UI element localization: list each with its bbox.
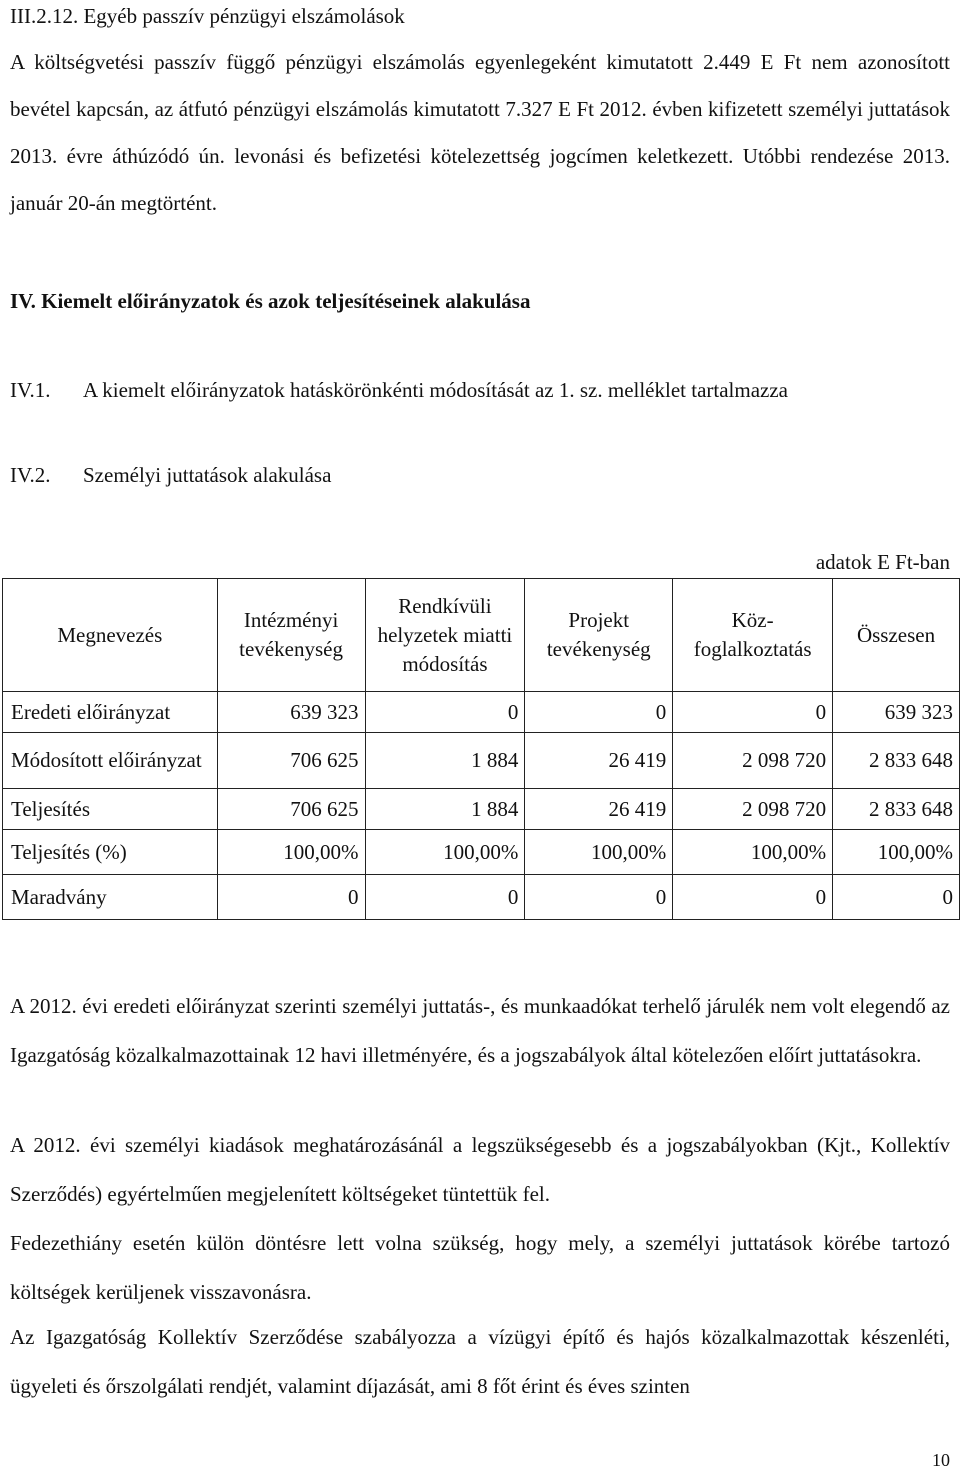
- table-header: Intézményi tevékenység: [217, 579, 365, 692]
- table-cell: 0: [673, 692, 833, 733]
- table-cell: 100,00%: [365, 830, 525, 875]
- table-cell: 0: [217, 875, 365, 920]
- table-cell: 2 098 720: [673, 789, 833, 830]
- body-paragraph: Fedezethiány esetén külön döntésre lett volna szükség, hogy mely, a személyi juttatások körébe tartozó költségek kerüljenek visszavonásra.: [10, 1231, 950, 1304]
- subsection-iv2: [10, 463, 331, 488]
- table-row: [3, 875, 960, 920]
- table-cell: 100,00%: [673, 830, 833, 875]
- subsection-number: IV.2.: [10, 463, 51, 487]
- table-row: [3, 692, 960, 733]
- section-paragraph: A költségvetési passzív függő pénzügyi elszámolás egyenlegeként kimutatott 2.449 E Ft nem azonosított bevétel kapcsán, az átfutó pénzügyi elszámolás kimutatott 7.327 E Ft 2012. évben kifizetett személyi juttatások 2013. évre áthúzódó ún. levonási és befizetési kötelezettség jogcímen keletkezett. Utóbbi rendezése 2013. január 20-án megtörtént.: [10, 50, 950, 215]
- table-cell: 0: [525, 692, 673, 733]
- table-cell: 706 625: [217, 789, 365, 830]
- table-cell: 2 833 648: [833, 733, 960, 789]
- table-cell: 639 323: [833, 692, 960, 733]
- table-cell: 0: [833, 875, 960, 920]
- table-row: [3, 789, 960, 830]
- row-label: Teljesítés: [3, 789, 218, 830]
- chapter-heading: IV. Kiemelt előirányzatok és azok teljesítéseinek alakulása: [10, 289, 531, 313]
- table-cell: 0: [365, 692, 525, 733]
- section-title: III.2.12. Egyéb passzív pénzügyi elszámolások: [10, 4, 405, 28]
- table-row: [3, 830, 960, 875]
- table-cell: 1 884: [365, 789, 525, 830]
- table-header: Megnevezés: [3, 579, 218, 692]
- table-cell: 100,00%: [525, 830, 673, 875]
- table-cell: 706 625: [217, 733, 365, 789]
- subsection-text: Személyi juttatások alakulása: [83, 463, 332, 487]
- table-cell: 100,00%: [833, 830, 960, 875]
- table-cell: 0: [365, 875, 525, 920]
- table-header: Rendkívüli helyzetek miatti módosítás: [365, 579, 525, 692]
- table-cell: 2 098 720: [673, 733, 833, 789]
- subsection-text: A kiemelt előirányzatok hatáskörönkénti módosítását az 1. sz. melléklet tartalmazza: [83, 378, 788, 402]
- page-number: 10: [932, 1450, 950, 1470]
- row-label: Maradvány: [3, 875, 218, 920]
- personnel-table: [2, 578, 960, 920]
- table-cell: 100,00%: [217, 830, 365, 875]
- table-cell: 26 419: [525, 733, 673, 789]
- table-header-row: [3, 579, 960, 692]
- body-paragraph: A 2012. évi eredeti előirányzat szerinti személyi juttatás-, és munkaadókat terhelő járulék nem volt elegendő az Igazgatóság közalkalmazottainak 12 havi illetményére, és a jogszabályok által kötelezően előírt juttatásokra.: [10, 994, 950, 1067]
- row-label: Módosított előirányzat: [3, 733, 218, 789]
- subsection-number: IV.1.: [10, 378, 51, 402]
- table-header: Köz-foglalkoztatás: [673, 579, 833, 692]
- table-cell: 1 884: [365, 733, 525, 789]
- row-label: Eredeti előirányzat: [3, 692, 218, 733]
- subsection-iv1: [10, 378, 788, 403]
- unit-note: adatok E Ft-ban: [815, 550, 950, 574]
- table-cell: 2 833 648: [833, 789, 960, 830]
- table-header: Összesen: [833, 579, 960, 692]
- table-header: Projekt tevékenység: [525, 579, 673, 692]
- body-paragraph: Az Igazgatóság Kollektív Szerződése szabályozza a vízügyi építő és hajós közalkalmazottak készenléti, ügyeleti és őrszolgálati rendjét, valamint díjazását, ami 8 főt érint és éves szinten: [10, 1325, 950, 1398]
- table-row: [3, 733, 960, 789]
- table-cell: 0: [525, 875, 673, 920]
- table-cell: 0: [673, 875, 833, 920]
- body-paragraph: A 2012. évi személyi kiadások meghatározásánál a legszükségesebb és a jogszabályokban (Kjt., Kollektív Szerződés) egyértelműen megjelenített költségeket tüntettük fel.: [10, 1133, 950, 1206]
- table-cell: 26 419: [525, 789, 673, 830]
- row-label: Teljesítés (%): [3, 830, 218, 875]
- table-cell: 639 323: [217, 692, 365, 733]
